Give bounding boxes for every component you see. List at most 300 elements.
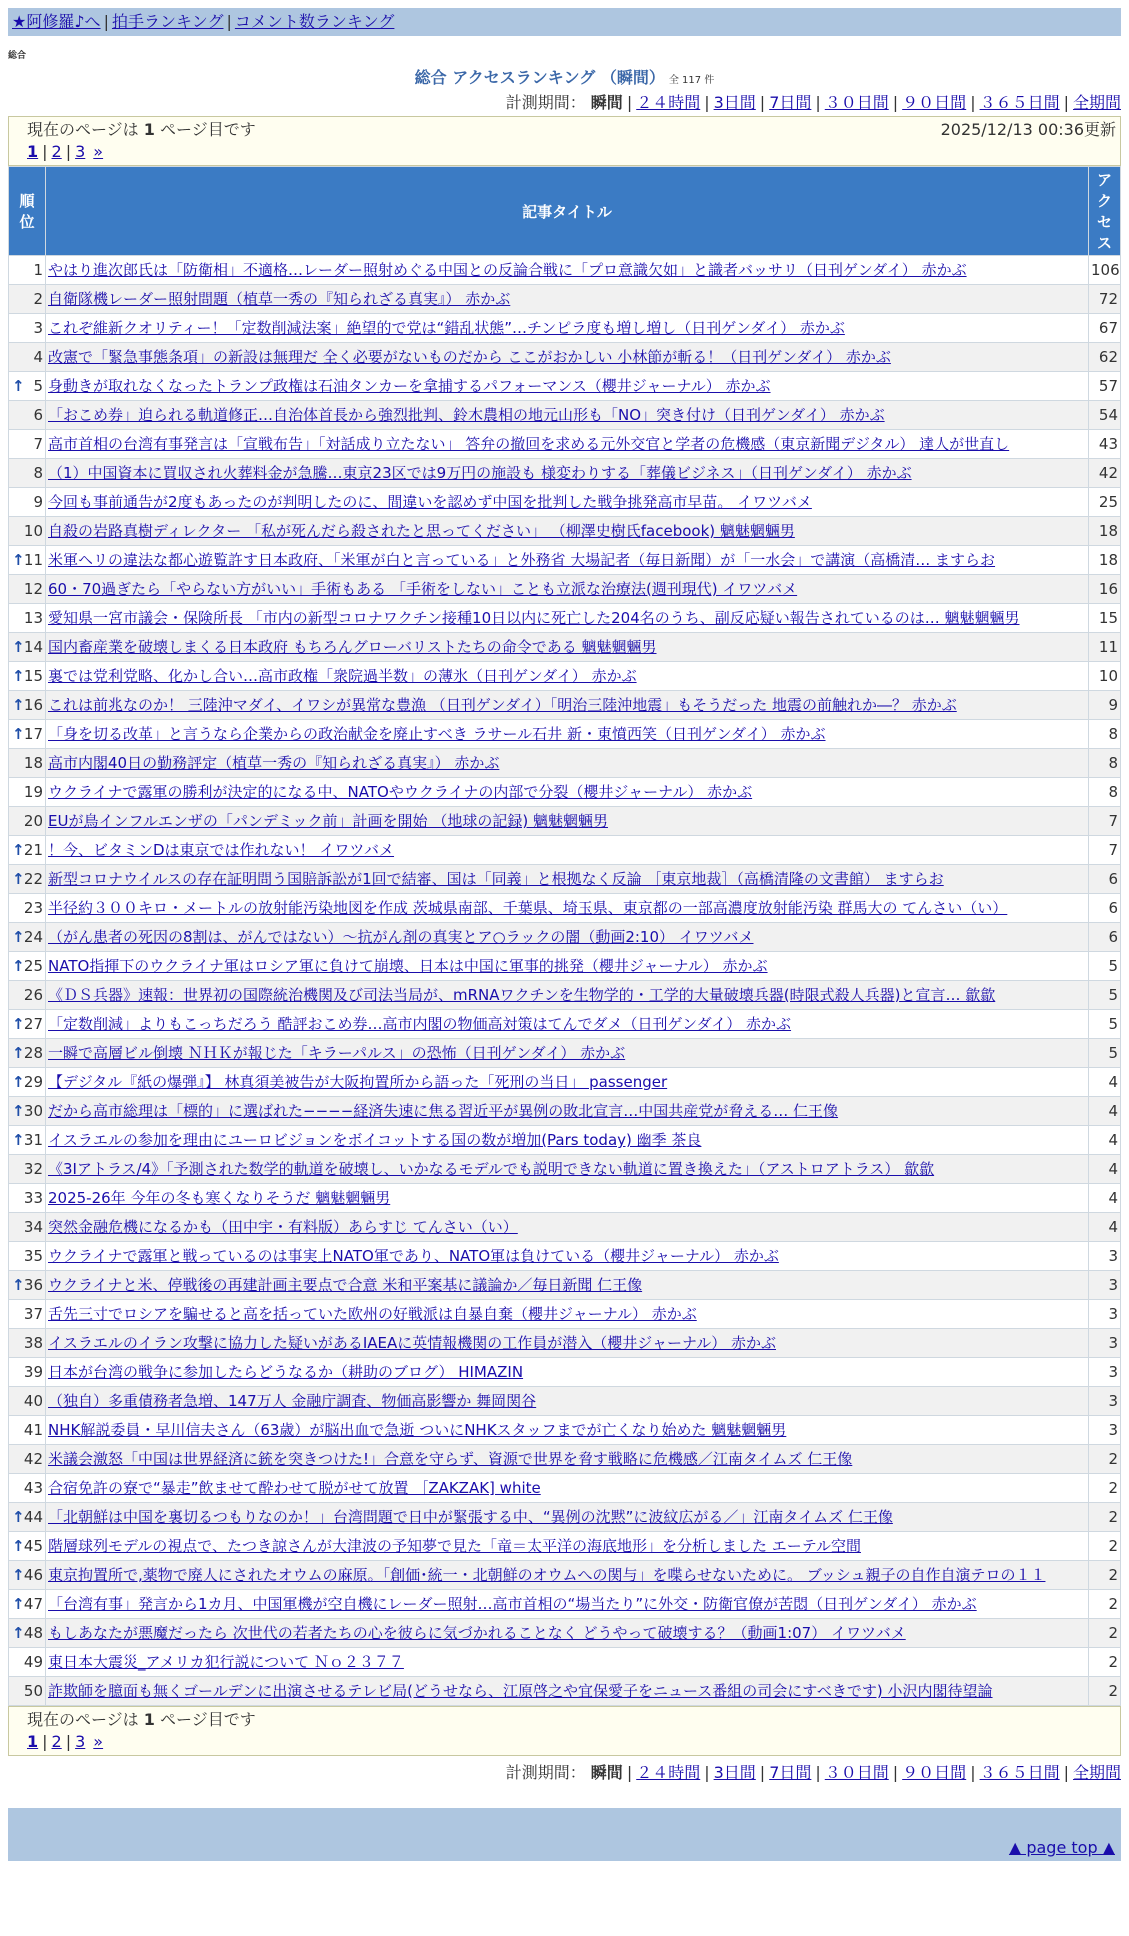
article-title-link[interactable]: ウクライナで露軍と戦っているのは事実上NATO軍であり、NATO軍は負けている（櫻井ジャーナル） 赤かぶ bbox=[48, 1247, 779, 1265]
table-row bbox=[9, 343, 1121, 372]
access-count: 6 bbox=[1089, 865, 1121, 894]
access-count: 9 bbox=[1089, 691, 1121, 720]
period-link-all[interactable]: 全期間 bbox=[1072, 93, 1121, 112]
article-title-link[interactable]: やはり進次郎氏は「防衛相」不適格…レーダー照射めぐる中国との反論合戦に「プロ意識欠如」と識者バッサリ（日刊ゲンダイ） 赤かぶ bbox=[48, 261, 967, 279]
access-count: 2 bbox=[1089, 1648, 1121, 1677]
rank-cell bbox=[9, 865, 46, 894]
title-cell bbox=[46, 691, 1089, 720]
article-title-link[interactable]: 身動きが取れなくなったトランプ政権は石油タンカーを拿捕するパフォーマンス（櫻井ジャーナル） 赤かぶ bbox=[48, 377, 771, 395]
rank-number: 35 bbox=[23, 1247, 43, 1265]
title-cell bbox=[46, 778, 1089, 807]
rank-up-arrow-icon: ↑ bbox=[12, 841, 25, 859]
access-count: 7 bbox=[1089, 807, 1121, 836]
rank-number: 5 bbox=[33, 377, 43, 395]
article-title-link[interactable]: 自殺の岩路真樹ディレクター 「私が死んだら殺されたと思ってください」 （柳澤史樹氏facebook) 魑魅魍魎男 bbox=[48, 522, 795, 540]
period-link-365d[interactable]: ３６５日間 bbox=[979, 1763, 1060, 1782]
table-row bbox=[9, 256, 1121, 285]
article-title-link[interactable]: 国内畜産業を破壊しまくる日本政府 もちろんグローバリストたちの命令である 魑魅魍魎男 bbox=[48, 638, 657, 656]
next-page-link[interactable]: » bbox=[93, 142, 104, 161]
rank-number: 40 bbox=[23, 1392, 43, 1410]
rank-cell bbox=[9, 807, 46, 836]
table-row bbox=[9, 981, 1121, 1010]
rank-number: 3 bbox=[33, 319, 43, 337]
current-page-text: 現在のページは 1 ページ目です bbox=[27, 120, 256, 139]
table-row bbox=[9, 459, 1121, 488]
article-title-link[interactable]: 米議会激怒「中国は世界経済に銃を突きつけた!」合意を守らず、資源で世界を脅す戦略に危機感／江南タイムズ 仁王像 bbox=[48, 1450, 853, 1468]
rank-number: 17 bbox=[23, 725, 43, 743]
access-count: 2 bbox=[1089, 1503, 1121, 1532]
period-current: 瞬間 bbox=[590, 93, 623, 112]
page-link-1[interactable]: 1 bbox=[27, 142, 39, 161]
article-title-link[interactable]: 新型コロナウイルスの存在証明問う国賠訴訟が1回で結審、国は「同義」と根拠なく反論 ［東京地裁］（高橋清隆の文書館） ますらお bbox=[48, 870, 944, 888]
table-row bbox=[9, 1213, 1121, 1242]
article-title-link[interactable]: 60・70過ぎたら「やらない方がいい」手術もある 「手術をしない」ことも立派な治療法(週刊現代) イワツバメ bbox=[48, 580, 798, 598]
rank-cell bbox=[9, 604, 46, 633]
access-count: 11 bbox=[1089, 633, 1121, 662]
table-row bbox=[9, 894, 1121, 923]
title-cell bbox=[46, 372, 1089, 401]
period-link-24h[interactable]: ２４時間 bbox=[636, 1763, 701, 1782]
article-title-link[interactable]: NATO指揮下のウクライナ軍はロシア軍に負けて崩壊、日本は中国に軍事的挑発（櫻井ジャーナル） 赤かぶ bbox=[48, 957, 768, 975]
article-title-link[interactable]: 愛知県一宮市議会・保険所長 「市内の新型コロナワクチン接種10日以内に死亡した204名のうち、副反応疑い報告されているのは… 魑魅魍魎男 bbox=[48, 609, 1020, 627]
period-label: 計測期間： bbox=[505, 93, 586, 112]
title-cell bbox=[46, 604, 1089, 633]
rank-cell bbox=[9, 517, 46, 546]
rank-number: 25 bbox=[23, 957, 43, 975]
rank-number: 15 bbox=[23, 667, 43, 685]
article-title-link[interactable]: 「台湾有事」発言から1カ月、中国軍機が空自機にレーダー照射…高市首相の“場当たり”に外交・防衛官僚が苦悶（日刊ゲンダイ） 赤かぶ bbox=[48, 1595, 977, 1613]
rank-up-arrow-icon: ↑ bbox=[12, 957, 25, 975]
rank-number: 13 bbox=[23, 609, 43, 627]
article-title-link[interactable]: （独自）多重債務者急増、147万人 金融庁調査、物価高影響か 舞岡関谷 bbox=[48, 1392, 537, 1410]
rank-number: 46 bbox=[23, 1566, 43, 1584]
article-title-link[interactable]: 高市内閣40日の勤務評定（植草一秀の『知られざる真実』） 赤かぶ bbox=[48, 754, 500, 772]
article-title-link[interactable]: 《3Iアトラス/4》「予測された数学的軌道を破壊し、いかなるモデルでも説明できない軌道に置き換えた」（アストロアトラス） 歙歙 bbox=[48, 1160, 935, 1178]
table-row bbox=[9, 604, 1121, 633]
rank-cell bbox=[9, 1329, 46, 1358]
table-row bbox=[9, 633, 1121, 662]
access-count: 57 bbox=[1089, 372, 1121, 401]
rank-cell bbox=[9, 662, 46, 691]
rank-cell bbox=[9, 343, 46, 372]
access-count: 62 bbox=[1089, 343, 1121, 372]
rank-number: 21 bbox=[23, 841, 43, 859]
access-count: 5 bbox=[1089, 952, 1121, 981]
title-cell bbox=[46, 662, 1089, 691]
title-cell bbox=[46, 488, 1089, 517]
rank-up-arrow-icon: ↑ bbox=[12, 1015, 25, 1033]
rank-up-arrow-icon: ↑ bbox=[12, 667, 25, 685]
title-cell bbox=[46, 575, 1089, 604]
title-cell bbox=[46, 1010, 1089, 1039]
table-row bbox=[9, 836, 1121, 865]
table-row bbox=[9, 1184, 1121, 1213]
footer-bar bbox=[8, 1808, 1121, 1836]
rank-number: 19 bbox=[23, 783, 43, 801]
table-row bbox=[9, 662, 1121, 691]
rank-number: 45 bbox=[23, 1537, 43, 1555]
page-link-1[interactable]: 1 bbox=[27, 1732, 39, 1751]
title-cell bbox=[46, 1300, 1089, 1329]
rank-cell bbox=[9, 256, 46, 285]
table-row bbox=[9, 1126, 1121, 1155]
rank-cell bbox=[9, 1213, 46, 1242]
access-count: 6 bbox=[1089, 894, 1121, 923]
access-count: 3 bbox=[1089, 1329, 1121, 1358]
access-count: 25 bbox=[1089, 488, 1121, 517]
access-count: 42 bbox=[1089, 459, 1121, 488]
rank-cell bbox=[9, 1300, 46, 1329]
rank-up-arrow-icon: ↑ bbox=[12, 1073, 25, 1091]
title-cell bbox=[46, 285, 1089, 314]
rank-cell bbox=[9, 923, 46, 952]
access-count: 10 bbox=[1089, 662, 1121, 691]
pagination-top: 1 | 2 | 3 » bbox=[27, 142, 104, 161]
rank-number: 12 bbox=[23, 580, 43, 598]
article-title-link[interactable]: （がん患者の死因の8割は、がんではない）～抗がん剤の真実とア○ラックの闇（動画2:10） イワツバメ bbox=[48, 928, 754, 946]
rank-up-arrow-icon: ↑ bbox=[12, 551, 25, 569]
table-row bbox=[9, 1155, 1121, 1184]
rank-number: 44 bbox=[23, 1508, 43, 1526]
article-title-link[interactable]: イスラエルの参加を理由にユーロビジョンをボイコットする国の数が増加(Pars today) 幽季 茶良 bbox=[48, 1131, 702, 1149]
rank-number: 32 bbox=[23, 1160, 43, 1178]
article-title-link[interactable]: （1）中国資本に買収され火葬料金が急騰…東京23区では9万円の施設も 様変わりする「葬儀ビジネス」（日刊ゲンダイ） 赤かぶ bbox=[48, 464, 912, 482]
rank-cell bbox=[9, 1532, 46, 1561]
rank-number: 38 bbox=[23, 1334, 43, 1352]
rank-number: 48 bbox=[23, 1624, 43, 1642]
page-title: 総合 アクセスランキング （瞬間） bbox=[414, 68, 665, 87]
article-title-link[interactable]: 階層球列モデルの視点で、たつき諒さんが大津波の予知夢で見た「竜＝太平洋の海底地形」を分析しました エーテル空間 bbox=[48, 1537, 861, 1555]
period-link-90d[interactable]: ９０日間 bbox=[902, 93, 967, 112]
rank-cell bbox=[9, 372, 46, 401]
rank-cell bbox=[9, 1097, 46, 1126]
title-cell bbox=[46, 1242, 1089, 1271]
rank-number: 9 bbox=[33, 493, 43, 511]
period-link-3d[interactable]: 3日間 bbox=[713, 93, 756, 112]
rank-cell bbox=[9, 1590, 46, 1619]
rank-number: 2 bbox=[33, 290, 43, 308]
table-row bbox=[9, 1445, 1121, 1474]
rank-up-arrow-icon: ↑ bbox=[12, 1044, 25, 1062]
rank-cell bbox=[9, 488, 46, 517]
nav-separator: | bbox=[103, 12, 109, 31]
article-title-link[interactable]: 「定数削減」よりもこっちだろう 酷評おこめ券…高市内閣の物価高対策はてんでダメ（日刊ゲンダイ） 赤かぶ bbox=[48, 1015, 792, 1033]
rank-number: 11 bbox=[23, 551, 43, 569]
rank-number: 50 bbox=[23, 1682, 43, 1700]
rank-up-arrow-icon: ↑ bbox=[12, 638, 25, 656]
rank-up-arrow-icon: ↑ bbox=[12, 377, 25, 395]
article-title-link[interactable]: 「北朝鮮は中国を裏切るつもりなのか！」台湾問題で日中が緊張する中、“異例の沈黙”に波紋広がる／」江南タイムズ 仁王像 bbox=[48, 1508, 893, 1526]
rank-cell bbox=[9, 314, 46, 343]
article-title-link[interactable]: 詐欺師を臆面も無くゴールデンに出演させるテレビ局(どうせなら、江原啓之や宜保愛子をニュース番組の司会にすべきです) 小沢内閣待望論 bbox=[48, 1682, 993, 1700]
page-link-2[interactable]: 2 bbox=[51, 142, 62, 161]
article-title-link[interactable]: 日本が台湾の戦争に参加したらどうなるか（耕助のブログ） HIMAZIN bbox=[48, 1363, 524, 1381]
access-count: 6 bbox=[1089, 923, 1121, 952]
rank-cell bbox=[9, 1155, 46, 1184]
rank-cell bbox=[9, 401, 46, 430]
rank-cell bbox=[9, 1068, 46, 1097]
table-row bbox=[9, 720, 1121, 749]
article-title-link[interactable]: EUが鳥インフルエンザの「パンデミック前」計画を開始 （地球の記録) 魑魅魍魎男 bbox=[48, 812, 608, 830]
title-cell bbox=[46, 1474, 1089, 1503]
access-count: 43 bbox=[1089, 430, 1121, 459]
period-link-3d[interactable]: 3日間 bbox=[713, 1763, 756, 1782]
rank-cell bbox=[9, 285, 46, 314]
title-cell bbox=[46, 546, 1089, 575]
title-cell bbox=[46, 633, 1089, 662]
rank-number: 16 bbox=[23, 696, 43, 714]
page-link-3[interactable]: 3 bbox=[75, 142, 86, 161]
article-title-link[interactable]: これぞ維新クオリティー！「定数削減法案」絶望的で党は“錯乱状態”…チンピラ度も増し増し（日刊ゲンダイ） 赤かぶ bbox=[48, 319, 845, 337]
article-title-link[interactable]: これは前兆なのか！ 三陸沖マダイ、イワシが異常な豊漁 （日刊ゲンダイ）「明治三陸沖地震」もそうだった 地震の前触れか―？ 赤かぶ bbox=[48, 696, 957, 714]
access-count: 2 bbox=[1089, 1677, 1121, 1706]
table-row bbox=[9, 1532, 1121, 1561]
access-count: 8 bbox=[1089, 720, 1121, 749]
title-cell bbox=[46, 401, 1089, 430]
title-cell bbox=[46, 1358, 1089, 1387]
title-cell bbox=[46, 836, 1089, 865]
article-title-link[interactable]: 《ＤＳ兵器》速報：世界初の国際統治機関及び司法当局が、mRNAワクチンを生物学的・工学的大量破壊兵器(時限式殺人兵器)と宣言… 歙歙 bbox=[48, 986, 996, 1004]
rank-up-arrow-icon: ↑ bbox=[12, 1624, 25, 1642]
home-link[interactable]: ★阿修羅♪へ bbox=[12, 12, 101, 31]
access-count: 3 bbox=[1089, 1242, 1121, 1271]
access-count: 3 bbox=[1089, 1271, 1121, 1300]
title-cell bbox=[46, 952, 1089, 981]
period-link-30d[interactable]: ３０日間 bbox=[824, 93, 889, 112]
table-row bbox=[9, 749, 1121, 778]
title-cell bbox=[46, 1213, 1089, 1242]
title-cell bbox=[46, 1126, 1089, 1155]
rank-number: 43 bbox=[23, 1479, 43, 1497]
period-link-30d[interactable]: ３０日間 bbox=[824, 1763, 889, 1782]
page-top-area bbox=[8, 1836, 1121, 1861]
article-title-link[interactable]: 2025-26年 今年の冬も寒くなりそうだ 魑魅魍魎男 bbox=[48, 1189, 391, 1207]
article-title-link[interactable]: 高市首相の台湾有事発言は「宣戦布告」「対話成り立たない」 答弁の撤回を求める元外交官と学者の危機感（東京新聞デジタル） 達人が世直し bbox=[48, 435, 1010, 453]
rank-cell bbox=[9, 749, 46, 778]
article-title-link[interactable]: 一瞬で高層ビル倒壊 ＮＨＫが報じた「キラーパルス」の恐怖（日刊ゲンダイ） 赤かぶ bbox=[48, 1044, 626, 1062]
article-title-link[interactable]: 改憲で「緊急事態条項」の新設は無理だ 全く必要がないものだから ここがおかしい 小林節が斬る！（日刊ゲンダイ） 赤かぶ bbox=[48, 348, 891, 366]
ranking-title-line bbox=[0, 65, 1129, 88]
access-count: 8 bbox=[1089, 749, 1121, 778]
article-title-link[interactable]: 裏では党利党略、化かし合い…高市政権「衆院過半数」の薄氷（日刊ゲンダイ） 赤かぶ bbox=[48, 667, 637, 685]
access-count: 5 bbox=[1089, 1039, 1121, 1068]
next-page-link[interactable]: » bbox=[93, 1732, 104, 1751]
period-link-24h[interactable]: ２４時間 bbox=[636, 93, 701, 112]
article-title-link[interactable]: 東京拘置所で,薬物で廃人にされたオウムの麻原。「創価･統一・北朝鮮のオウムへの関与」を喋らせないために。 ブッシュ親子の自作自演テロの１１ bbox=[48, 1566, 1046, 1584]
ranking-table-body bbox=[9, 256, 1121, 1706]
rank-cell bbox=[9, 1648, 46, 1677]
rank-cell bbox=[9, 430, 46, 459]
article-title-link[interactable]: 東日本大震災_アメリカ犯行説について Ｎｏ２３７７ bbox=[48, 1653, 404, 1671]
article-title-link[interactable]: 突然金融危機になるかも（田中宇・有料版）あらすじ てんさい（い） bbox=[48, 1218, 518, 1236]
table-row bbox=[9, 865, 1121, 894]
period-current: 瞬間 bbox=[590, 1763, 623, 1782]
rank-number: 27 bbox=[23, 1015, 43, 1033]
period-link-7d[interactable]: 7日間 bbox=[769, 93, 812, 112]
top-navigation-bar bbox=[8, 8, 1121, 36]
title-cell bbox=[46, 1416, 1089, 1445]
article-title-link[interactable]: 米軍ヘリの違法な都心遊覧許す日本政府、「米軍が白と言っている」と外務省 大場記者（毎日新聞）が「一水会」で講演（高橋清… ますらお bbox=[48, 551, 996, 569]
table-row bbox=[9, 546, 1121, 575]
table-row bbox=[9, 1561, 1121, 1590]
access-count: 7 bbox=[1089, 836, 1121, 865]
table-row bbox=[9, 952, 1121, 981]
rank-number: 26 bbox=[23, 986, 43, 1004]
article-title-link[interactable]: 舌先三寸でロシアを騙せると高を括っていた欧州の好戦派は自暴自棄（櫻井ジャーナル） 赤かぶ bbox=[48, 1305, 697, 1323]
article-title-link[interactable]: イスラエルのイラン攻撃に協力した疑いがあるIAEAに英情報機関の工作員が潜入（櫻井ジャーナル） 赤かぶ bbox=[48, 1334, 776, 1352]
rank-number: 20 bbox=[23, 812, 43, 830]
rank-number: 1 bbox=[33, 261, 43, 279]
rank-up-arrow-icon: ↑ bbox=[12, 1276, 25, 1294]
rank-number: 18 bbox=[23, 754, 43, 772]
access-count: 5 bbox=[1089, 1010, 1121, 1039]
title-cell bbox=[46, 459, 1089, 488]
updated-time: 2025/12/13 00:36更新 bbox=[940, 120, 1116, 139]
rank-number: 36 bbox=[23, 1276, 43, 1294]
rank-number: 29 bbox=[23, 1073, 43, 1091]
rank-number: 22 bbox=[23, 870, 43, 888]
rank-cell bbox=[9, 1271, 46, 1300]
rank-number: 33 bbox=[23, 1189, 43, 1207]
title-cell bbox=[46, 1590, 1089, 1619]
title-cell bbox=[46, 314, 1089, 343]
title-cell bbox=[46, 1619, 1089, 1648]
rank-cell bbox=[9, 1039, 46, 1068]
current-page-text: 現在のページは 1 ページ目です bbox=[27, 1710, 256, 1729]
rank-up-arrow-icon: ↑ bbox=[12, 1595, 25, 1613]
rank-number: 23 bbox=[23, 899, 43, 917]
table-row bbox=[9, 488, 1121, 517]
rank-cell bbox=[9, 981, 46, 1010]
table-row bbox=[9, 778, 1121, 807]
rank-number: 6 bbox=[33, 406, 43, 424]
comment-ranking-link[interactable]: コメント数ランキング bbox=[234, 12, 395, 31]
table-row bbox=[9, 1677, 1121, 1706]
table-row bbox=[9, 401, 1121, 430]
title-cell bbox=[46, 981, 1089, 1010]
article-title-link[interactable]: 半径約３００キロ・メートルの放射能汚染地図を作成 茨城県南部、千葉県、埼玉県、東京都の一部高濃度放射能汚染 群馬大の てんさい（い） bbox=[48, 899, 1008, 917]
rank-up-arrow-icon: ↑ bbox=[12, 870, 25, 888]
article-title-link[interactable]: 「おこめ券」迫られる軌道修正…自治体首長から強烈批判、鈴木農相の地元山形も「NO」突き付け（日刊ゲンダイ） 赤かぶ bbox=[48, 406, 885, 424]
rank-cell bbox=[9, 836, 46, 865]
table-row bbox=[9, 1068, 1121, 1097]
title-column-header: 記事タイトル bbox=[46, 167, 1089, 256]
rank-column-header: 順位 bbox=[9, 167, 46, 256]
access-count: 72 bbox=[1089, 285, 1121, 314]
title-cell bbox=[46, 807, 1089, 836]
title-cell bbox=[46, 923, 1089, 952]
access-count: 4 bbox=[1089, 1126, 1121, 1155]
title-cell bbox=[46, 517, 1089, 546]
rank-up-arrow-icon: ↑ bbox=[12, 1537, 25, 1555]
rank-number: 34 bbox=[23, 1218, 43, 1236]
title-cell bbox=[46, 1532, 1089, 1561]
title-cell bbox=[46, 1445, 1089, 1474]
title-cell bbox=[46, 1387, 1089, 1416]
article-title-link[interactable]: 「身を切る改革」と言うなら企業からの政治献金を廃止すべき ラサール石井 新・東憤西笑（日刊ゲンダイ） 赤かぶ bbox=[48, 725, 826, 743]
total-count: 全 117 件 bbox=[668, 75, 715, 86]
article-title-link[interactable]: 【デジタル『紙の爆弾』】 林真須美被告が大阪拘置所から語った「死刑の当日」 passenger bbox=[48, 1073, 668, 1091]
title-cell bbox=[46, 1068, 1089, 1097]
access-count: 3 bbox=[1089, 1358, 1121, 1387]
table-row bbox=[9, 1387, 1121, 1416]
article-title-link[interactable]: ウクライナで露軍の勝利が決定的になる中、NATOやウクライナの内部で分裂（櫻井ジャーナル） 赤かぶ bbox=[48, 783, 753, 801]
rank-number: 14 bbox=[23, 638, 43, 656]
rank-cell bbox=[9, 1358, 46, 1387]
rank-number: 41 bbox=[23, 1421, 43, 1439]
rank-number: 8 bbox=[33, 464, 43, 482]
table-row bbox=[9, 1648, 1121, 1677]
page-info-bottom bbox=[8, 1706, 1121, 1756]
title-cell bbox=[46, 1561, 1089, 1590]
access-count: 2 bbox=[1089, 1590, 1121, 1619]
table-row bbox=[9, 1474, 1121, 1503]
rank-cell bbox=[9, 1445, 46, 1474]
rank-cell bbox=[9, 720, 46, 749]
article-title-link[interactable]: 合宿免許の寮で“暴走”飲ませて酔わせて脱がせて放置 ［ZAKZAK] white bbox=[48, 1479, 541, 1497]
table-row bbox=[9, 372, 1121, 401]
title-cell bbox=[46, 1677, 1089, 1706]
article-title-link[interactable]: だから高市総理は「標的」に選ばれた−−−−経済失速に焦る習近平が異例の敗北宣言…中国共産党が脅える… 仁王像 bbox=[48, 1102, 839, 1120]
access-count: 2 bbox=[1089, 1619, 1121, 1648]
access-count: 16 bbox=[1089, 575, 1121, 604]
rank-cell bbox=[9, 1561, 46, 1590]
article-title-link[interactable]: ！今、ビタミンDは東京では作れない！ イワツバメ bbox=[48, 841, 395, 859]
table-row bbox=[9, 923, 1121, 952]
access-count: 4 bbox=[1089, 1097, 1121, 1126]
access-count: 2 bbox=[1089, 1445, 1121, 1474]
access-count: 3 bbox=[1089, 1387, 1121, 1416]
rank-cell bbox=[9, 691, 46, 720]
table-header-row bbox=[9, 167, 1121, 256]
rank-up-arrow-icon: ↑ bbox=[12, 928, 25, 946]
rank-cell bbox=[9, 1619, 46, 1648]
article-title-link[interactable]: 自衛隊機レーダー照射問題（植草一秀の『知られざる真実』） 赤かぶ bbox=[48, 290, 511, 308]
article-title-link[interactable]: ウクライナと米、停戦後の再建計画主要点で合意 米和平案基に議論か／毎日新聞 仁王像 bbox=[48, 1276, 643, 1294]
page-link-3[interactable]: 3 bbox=[75, 1732, 86, 1751]
article-title-link[interactable]: NHK解説委員・早川信夫さん（63歳）が脳出血で急逝 ついにNHKスタッフまでが亡くなり始めた 魑魅魍魎男 bbox=[48, 1421, 787, 1439]
rank-cell bbox=[9, 1677, 46, 1706]
rank-cell bbox=[9, 1416, 46, 1445]
period-link-365d[interactable]: ３６５日間 bbox=[979, 93, 1060, 112]
rank-cell bbox=[9, 1184, 46, 1213]
clap-ranking-link[interactable]: 拍手ランキング bbox=[111, 12, 224, 31]
table-row bbox=[9, 517, 1121, 546]
access-count: 4 bbox=[1089, 1155, 1121, 1184]
article-title-link[interactable]: 今回も事前通告が2度もあったのが判明したのに、間違いを認めず中国を批判した戦争挑発高市早苗。 イワツバメ bbox=[48, 493, 812, 511]
title-cell bbox=[46, 1271, 1089, 1300]
page-link-2[interactable]: 2 bbox=[51, 1732, 62, 1751]
access-count: 18 bbox=[1089, 517, 1121, 546]
period-link-90d[interactable]: ９０日間 bbox=[902, 1763, 967, 1782]
title-cell bbox=[46, 865, 1089, 894]
rank-up-arrow-icon: ↑ bbox=[12, 1131, 25, 1149]
access-count: 5 bbox=[1089, 981, 1121, 1010]
title-cell bbox=[46, 749, 1089, 778]
period-link-all[interactable]: 全期間 bbox=[1072, 1763, 1121, 1782]
rank-cell bbox=[9, 546, 46, 575]
title-cell bbox=[46, 1329, 1089, 1358]
period-link-7d[interactable]: 7日間 bbox=[769, 1763, 812, 1782]
page-top-link[interactable]: ▲ page top ▲ bbox=[1008, 1838, 1115, 1857]
access-count: 4 bbox=[1089, 1184, 1121, 1213]
rank-number: 49 bbox=[23, 1653, 43, 1671]
rank-up-arrow-icon: ↑ bbox=[12, 725, 25, 743]
period-selector-top: 計測期間： 瞬間 | ２４時間 | 3日間 | 7日間 | ３０日間 | ９０日間 | ３６５日間 | 全期間 bbox=[505, 93, 1121, 112]
rank-number: 31 bbox=[23, 1131, 43, 1149]
rank-number: 42 bbox=[23, 1450, 43, 1468]
article-title-link[interactable]: もしあなたが悪魔だったら 次世代の若者たちの心を彼らに気づかれることなく どうやって破壊する？（動画1:07） イワツバメ bbox=[48, 1624, 906, 1642]
